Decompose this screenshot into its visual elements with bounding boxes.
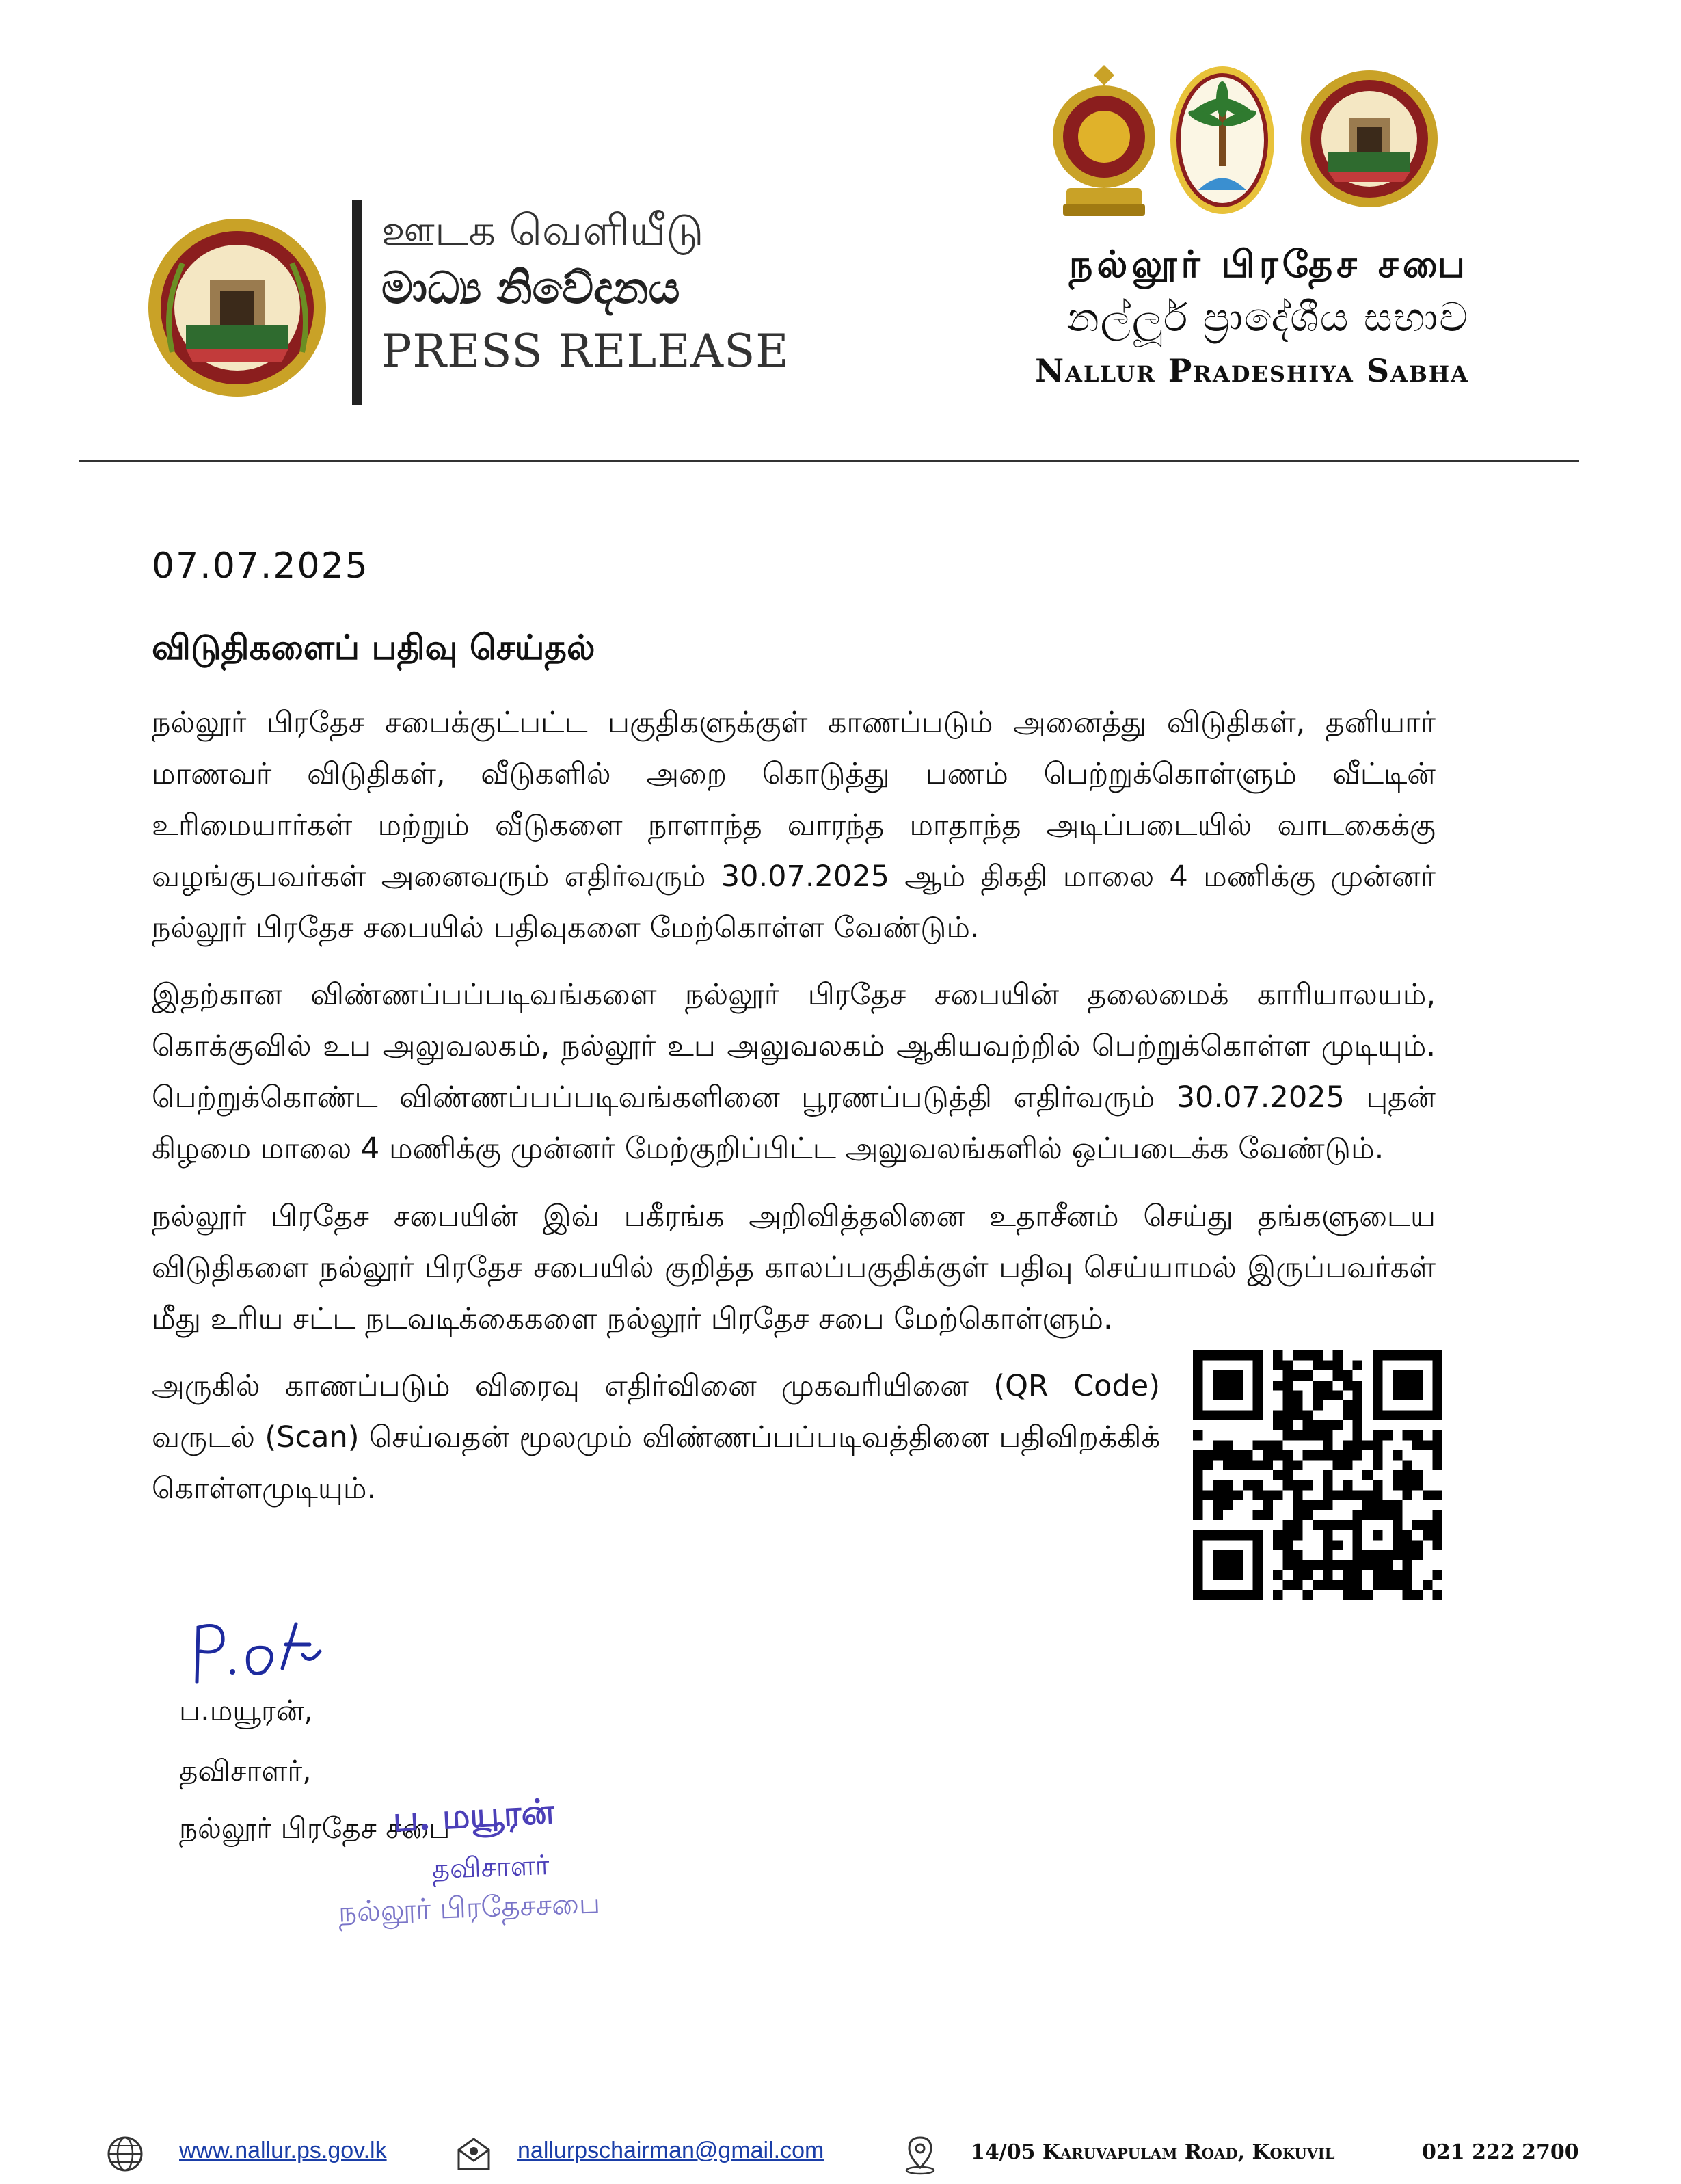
globe-icon — [106, 2135, 144, 2176]
qr-code-icon[interactable] — [1193, 1350, 1442, 1603]
press-release-sinhala: මාධ්‍ය නිවේදනය — [381, 263, 680, 314]
press-release-tamil: ஊடக வெளியீடு — [381, 205, 704, 255]
nallur-seal-icon — [145, 215, 330, 400]
org-name-tamil: நல்லூர் பிரதேச சபை — [1068, 243, 1469, 286]
paragraph-registration: நல்லூர் பிரதேச சபைக்குட்பட்ட பகுதிகளுக்குள் காணப்படும் அனைத்து விடுதிகள், தனியார் மாணவர் விடுதிகள், வீடுகளில் அறை கொடுத்து பணம் பெற்றுக்கொள்ளும் வீட்டின் உரிமையார்கள் மற்றும் வீடுகளை நாளாந்த வாரந்த மாதாந்த அடிப்படையில் வாடகைக்கு வழங்குபவர்கள் அனைவரும் எதிர்வரும் 30.07.2025 ஆம் திகதி மாலை 4 மணிக்கு முன்னர் நல்லூர் பிரதேச சபையில் பதிவுகளை மேற்கொள்ள வேண்டும். — [152, 706, 1436, 945]
email-link[interactable]: nallurpschairman@gmail.com — [517, 2138, 824, 2163]
website-link[interactable]: www.nallur.ps.gov.lk — [179, 2138, 387, 2163]
document-date: 07.07.2025 — [152, 546, 369, 587]
paragraph-qr-code: அருகில் காணப்படும் விரைவு எதிர்வினை முகவரியினை (QR Code) வருடல் (Scan) செய்வதன் மூலமும் விண்ணப்பப்படிவத்தினை பதிவிறக்கிக் கொள்ளமுடியும். — [152, 1369, 1160, 1506]
header-divider — [352, 200, 362, 405]
phone-text: 021 222 2700 — [1422, 2140, 1579, 2164]
document-title: விடுதிகளைப் பதிவு செய்தல் — [152, 628, 595, 667]
stamp-name: ப. மயூரன் — [392, 1790, 556, 1840]
signer-name: ப.மயூரன், — [179, 1694, 313, 1727]
signer-organization: நல்லூர் பிரதேச சபை — [179, 1811, 450, 1845]
signer-title: தவிசாளர், — [179, 1754, 312, 1787]
press-release-english: PRESS RELEASE — [381, 325, 790, 377]
mail-icon — [455, 2135, 493, 2176]
org-name-sinhala: නල්ලූර් ප්‍රාදේශීය සභාව — [1066, 294, 1469, 341]
paragraph-application-forms: இதற்கான விண்ணப்பப்படிவங்களை நல்லூர் பிரதேச சபையின் தலைமைக் காரியாலயம், கொக்குவில் உப அலுவலகம், நல்லூர் உப அலுவலகம் ஆகியவற்றில் பெற்றுக்கொள்ள முடியும். பெற்றுக்கொண்ட விண்ணப்பப்படிவங்களினை பூரணப்படுத்தி எதிர்வரும் 30.07.2025 புதன் கிழமை மாலை 4 மணிக்கு முன்னர் மேற்குறிப்பிட்ட அலுவலங்களில் ஒப்படைக்க வேண்டும். — [152, 978, 1436, 1166]
address-text: 14/05 Karuvapulam Road, Kokuvil — [971, 2140, 1335, 2164]
header-rule — [79, 460, 1579, 462]
sri-lanka-emblem-icon — [1049, 62, 1159, 219]
location-pin-icon — [901, 2135, 939, 2179]
org-name-english: Nallur Pradeshiya Sabha — [1035, 352, 1469, 389]
palm-tree-emblem-icon — [1168, 64, 1277, 217]
stamp-title: தவிசாளர் — [431, 1850, 550, 1885]
stamp-organization: நல்லூர் பிரதேசசபை — [338, 1886, 601, 1929]
nallur-seal-small-icon — [1297, 67, 1441, 211]
paragraph-legal-action: நல்லூர் பிரதேச சபையின் இவ் பகீரங்க அறிவித்தலினை உதாசீனம் செய்து தங்களுடைய விடுதிகளை நல்லூர் பிரதேச சபையில் குறித்த காலப்பகுதிக்குள் பதிவு செய்யாமல் இருப்பவர்கள் மீது உரிய சட்ட நடவடிக்கைகளை நல்லூர் பிரதேச சபை மேற்கொள்ளும். — [152, 1199, 1436, 1336]
handwritten-signature — [183, 1617, 334, 1695]
